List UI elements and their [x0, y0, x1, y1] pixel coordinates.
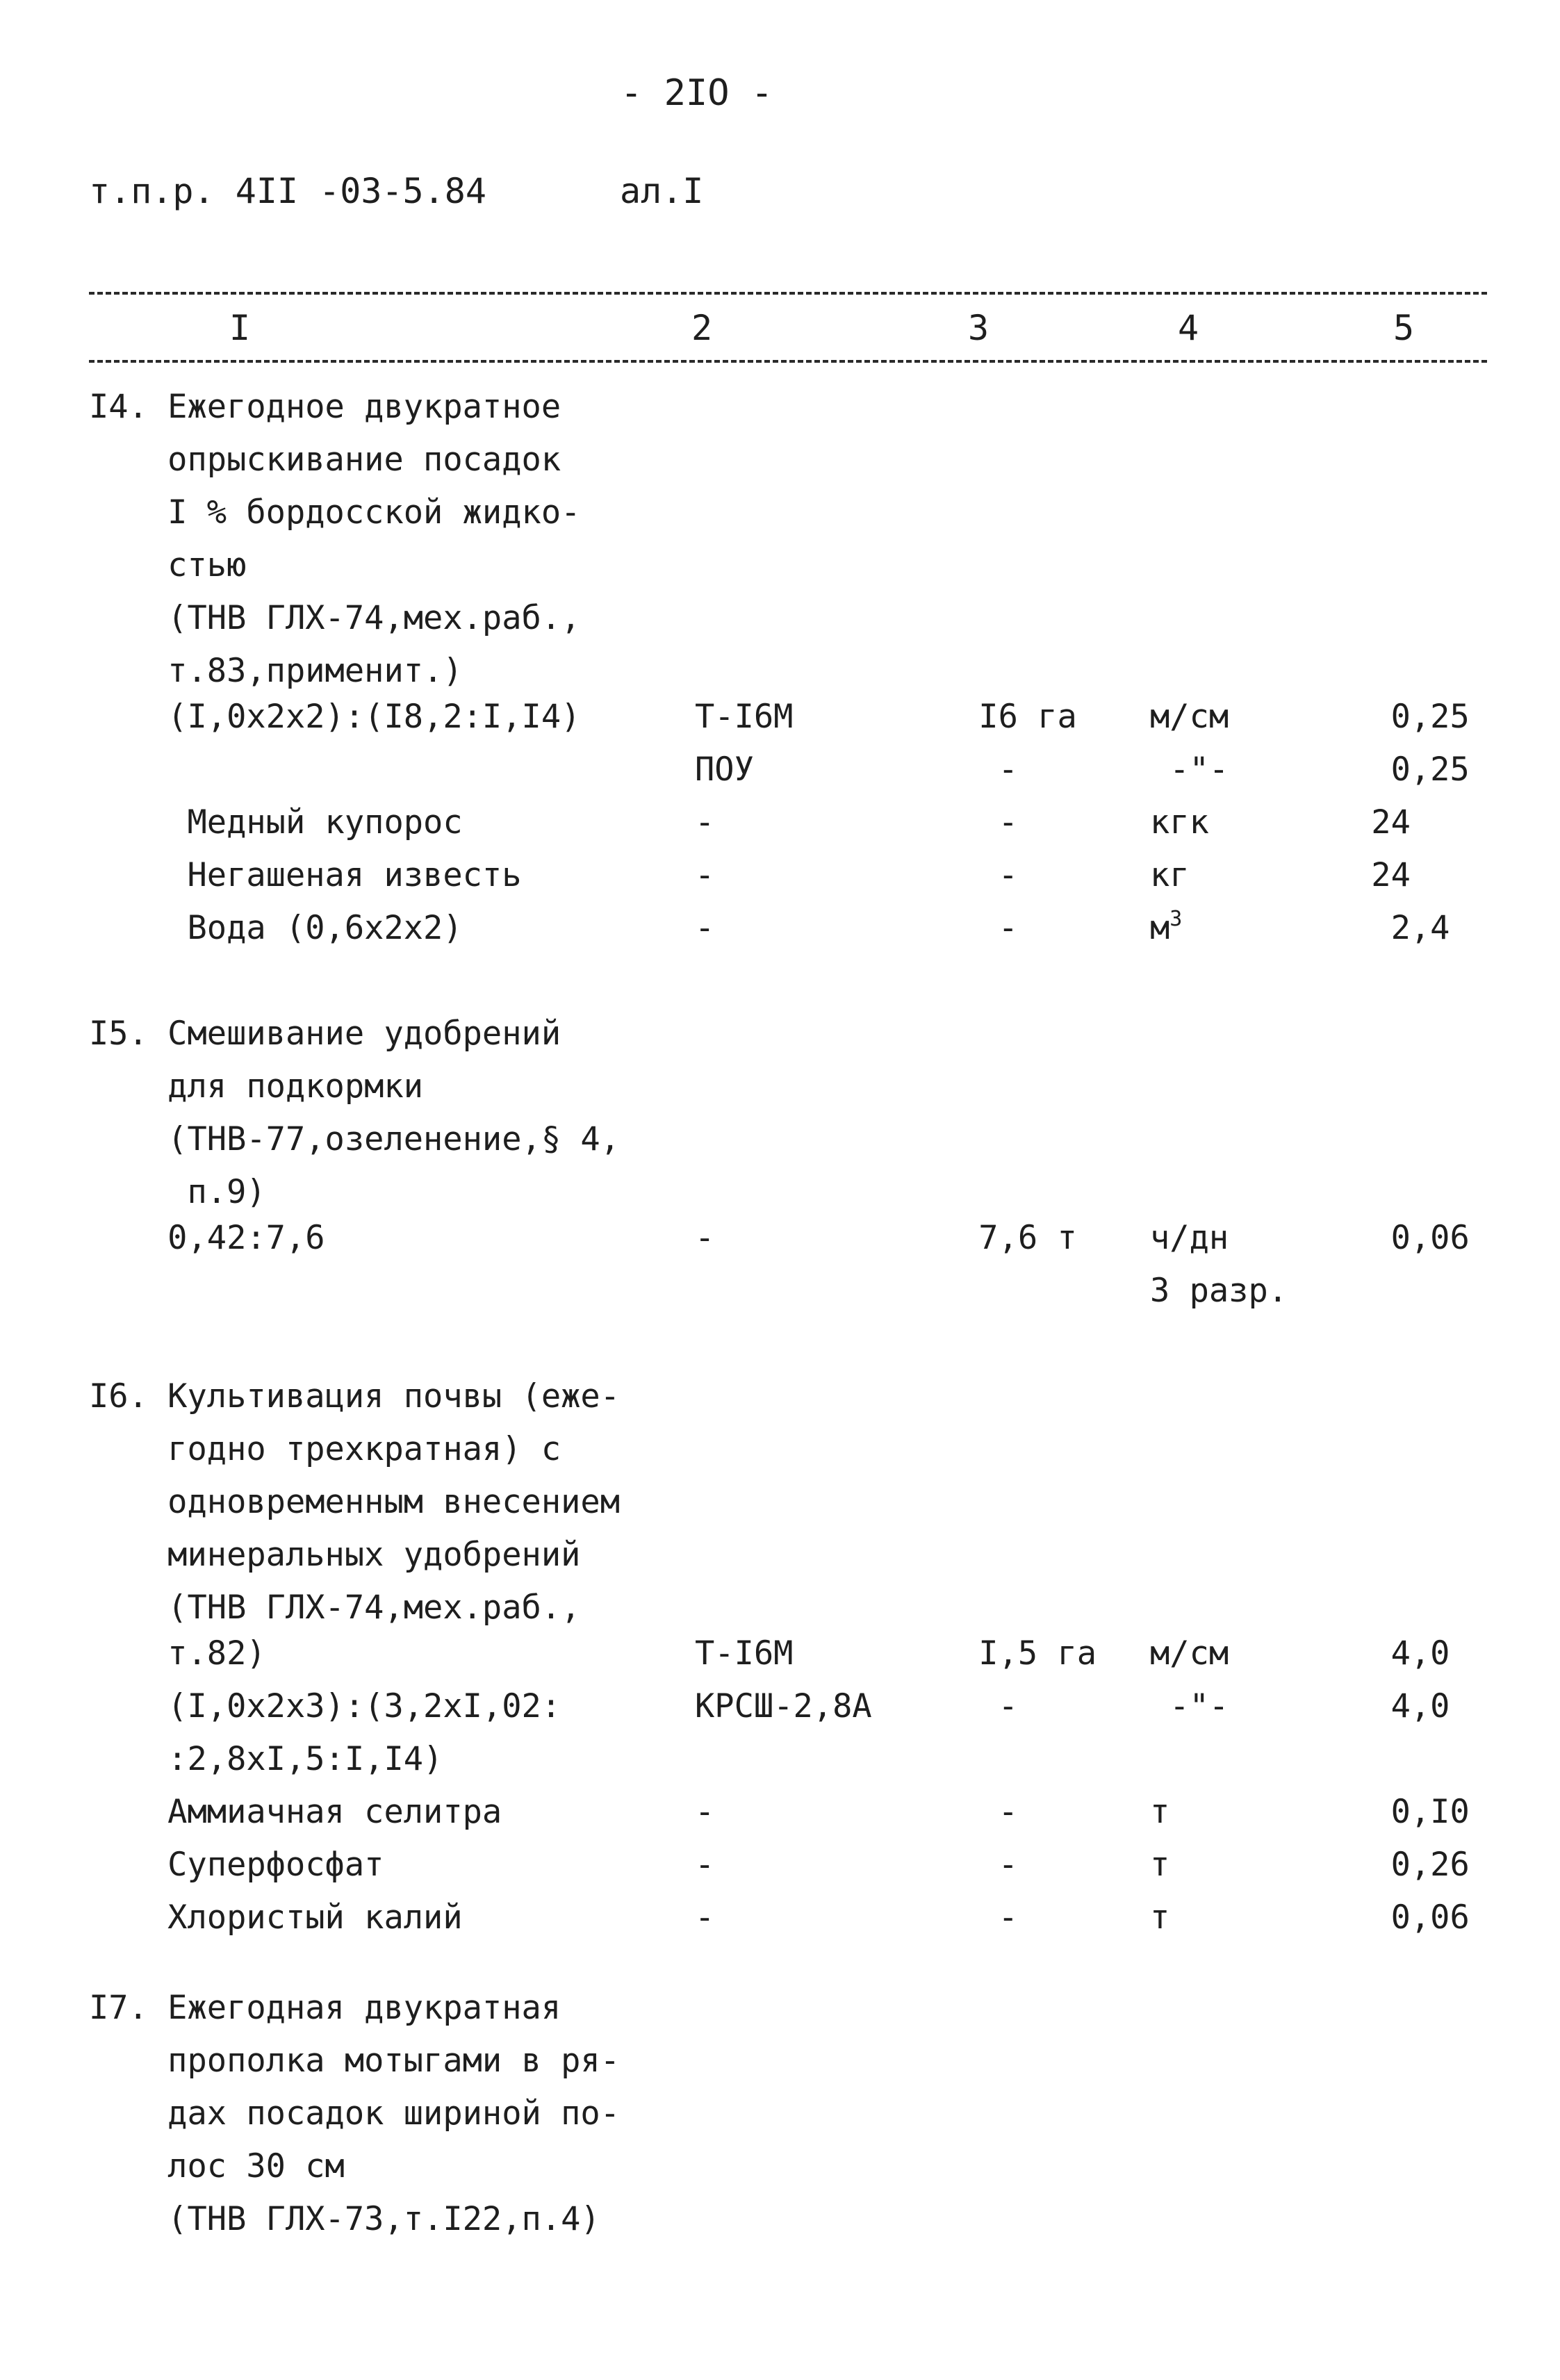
table-cell-col-2: - — [695, 1793, 715, 1831]
table-cell-col-5: 0,I0 — [1352, 1793, 1470, 1831]
table-cell-col-2: Т-I6М — [695, 698, 794, 736]
table-cell-col-3: - — [959, 1846, 1018, 1884]
table-cell-col-1: (ТНВ ГЛХ-74,мех.раб., — [89, 1589, 581, 1627]
table-cell-col-3: I6 га — [959, 698, 1077, 736]
table-cell-col-1: минеральных удобрений — [89, 1536, 581, 1574]
table-cell-col-4: $м^3$ — [1150, 907, 1183, 947]
table-cell-col-2: Т-I6М — [695, 1634, 794, 1673]
table-cell-col-1: I % бордосской жидко- — [89, 493, 581, 532]
table-cell-col-1: Негашеная известь — [89, 856, 522, 894]
table-cell-col-1: (ТНВ ГЛХ-74,мех.раб., — [89, 599, 581, 637]
table-header-col-4: 4 — [1178, 308, 1199, 348]
table-cell-col-5: 4,0 — [1352, 1687, 1450, 1725]
table-cell-col-1: прополка мотыгами в ря- — [89, 2042, 621, 2080]
table-cell-col-2: - — [695, 1898, 715, 1937]
table-cell-col-4: ч/дн — [1150, 1219, 1229, 1257]
table-cell-col-1: т.82) — [89, 1634, 266, 1673]
table-cell-col-1: 0,42:7,6 — [89, 1219, 325, 1257]
table-cell-col-3: - — [959, 856, 1018, 894]
table-cell-col-1: (I,0х2х2):(I8,2:I,I4) — [89, 698, 581, 736]
table-cell-col-5: 24 — [1352, 803, 1411, 842]
table-header-col-2: 2 — [691, 308, 713, 348]
page-number: - 2IO - — [621, 72, 773, 114]
table-cell-col-1: :2,8хI,5:I,I4) — [89, 1740, 443, 1778]
table-cell-col-3: 7,6 т — [959, 1219, 1077, 1257]
table-header-bottom-rule — [89, 360, 1487, 363]
table-cell-col-5: 0,25 — [1352, 750, 1470, 789]
table-cell-col-1: стью — [89, 546, 247, 584]
table-cell-col-2: КРСШ-2,8А — [695, 1687, 872, 1725]
table-cell-col-4: т — [1150, 1793, 1170, 1831]
table-header-col-5: 5 — [1393, 308, 1415, 348]
table-cell-col-3: I,5 га — [959, 1634, 1097, 1673]
table-cell-col-4: м/см — [1150, 1634, 1229, 1673]
table-cell-col-1: (ТНВ-77,озеленение,§ 4, — [89, 1120, 621, 1158]
table-cell-col-2: - — [695, 803, 715, 842]
table-cell-col-4: т — [1150, 1898, 1170, 1937]
table-cell-col-4: м/см — [1150, 698, 1229, 736]
table-cell-col-1: Хлористый калий — [89, 1898, 463, 1937]
table-cell-col-3: - — [959, 1793, 1018, 1831]
sheet-label: ал.I — [620, 171, 704, 211]
table-cell-col-1: для подкормки — [89, 1067, 424, 1106]
table-cell-col-3: - — [959, 1898, 1018, 1937]
table-header-col-1: I — [229, 308, 251, 348]
table-header-top-rule — [89, 292, 1487, 295]
table-cell-col-5: 0,06 — [1352, 1219, 1470, 1257]
table-cell-col-2: - — [695, 1846, 715, 1884]
table-cell-col-5: 24 — [1352, 856, 1411, 894]
table-cell-col-5: 0,25 — [1352, 698, 1470, 736]
table-cell-col-2: - — [695, 909, 715, 947]
table-cell-col-3: - — [959, 909, 1018, 947]
table-cell-col-1: дах посадок шириной по- — [89, 2094, 621, 2133]
table-cell-col-3: - — [959, 1687, 1018, 1725]
table-cell-col-1: опрыскивание посадок — [89, 441, 561, 479]
table-cell-col-1: I4. Ежегодное двукратное — [89, 388, 561, 426]
table-cell-col-1: годно трехкратная) с — [89, 1430, 561, 1468]
table-cell-col-1: т.83,применит.) — [89, 652, 463, 690]
table-cell-col-4: кг — [1150, 856, 1190, 894]
table-cell-col-5: 4,0 — [1352, 1634, 1450, 1673]
unit-superscript: 3 — [1169, 907, 1183, 931]
table-cell-col-1: Медный купорос — [89, 803, 463, 842]
table-cell-col-4: кгк — [1150, 803, 1209, 842]
table-cell-col-1: лос 30 см — [89, 2147, 345, 2185]
table-cell-col-2: ПОУ — [695, 750, 754, 789]
table-cell-col-5: 2,4 — [1352, 909, 1450, 947]
table-cell-col-1: п.9) — [89, 1173, 266, 1211]
document-reference: т.п.р. 4II -03-5.84 — [89, 171, 486, 211]
table-cell-col-1: (ТНВ ГЛХ-73,т.I22,п.4) — [89, 2200, 600, 2238]
table-cell-col-3: - — [959, 803, 1018, 842]
table-cell-col-4: -"- — [1150, 750, 1229, 789]
table-cell-col-1: одновременным внесением — [89, 1483, 621, 1521]
table-cell-col-1: Вода (0,6х2х2) — [89, 909, 463, 947]
table-cell-col-2: - — [695, 1219, 715, 1257]
table-cell-col-5: 0,26 — [1352, 1846, 1470, 1884]
table-cell-col-2: - — [695, 856, 715, 894]
table-cell-col-3: - — [959, 750, 1018, 789]
table-cell-col-1: I7. Ежегодная двукратная — [89, 1989, 561, 2027]
table-cell-col-1: Аммиачная селитра — [89, 1793, 502, 1831]
table-cell-col-5: 0,06 — [1352, 1898, 1470, 1937]
table-cell-col-1: I5. Смешивание удобрений — [89, 1015, 561, 1053]
table-cell-col-4: т — [1150, 1846, 1170, 1884]
table-cell-col-4: 3 разр. — [1150, 1272, 1288, 1310]
table-cell-col-1: (I,0х2х3):(3,2хI,02: — [89, 1687, 561, 1725]
table-header-col-3: 3 — [968, 308, 990, 348]
table-cell-col-1: Суперфосфат — [89, 1846, 384, 1884]
table-cell-col-1: I6. Культивация почвы (еже- — [89, 1377, 621, 1415]
table-cell-col-4: -"- — [1150, 1687, 1229, 1725]
